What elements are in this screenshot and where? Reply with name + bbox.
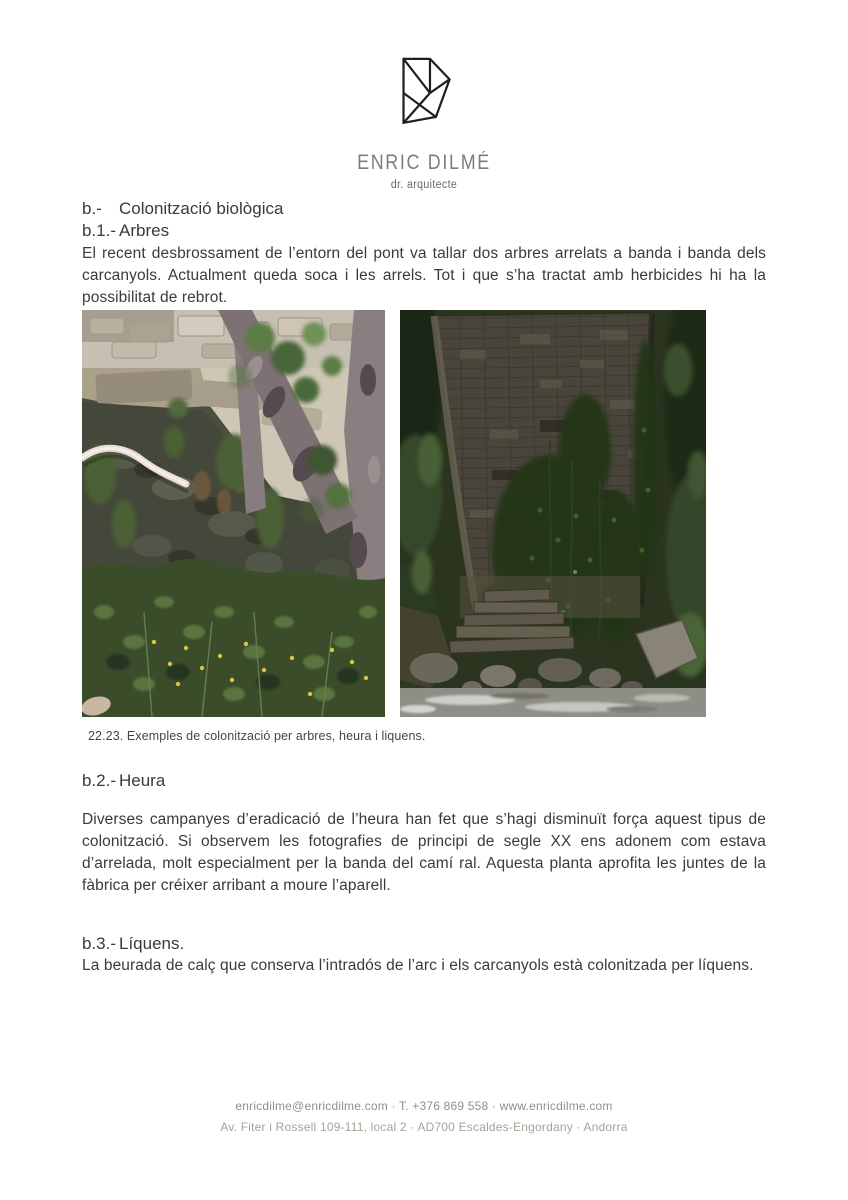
figure-caption: 22.23. Exemples de colonització per arbres, heura i liquens.: [88, 729, 426, 743]
heading-number: b.-: [82, 199, 102, 218]
logo: [395, 52, 453, 133]
heading-number: b.2.-: [82, 771, 117, 790]
heading-number: b.1.-: [82, 221, 117, 240]
heading-title: Heura: [119, 771, 166, 790]
paragraph-arbres: El recent desbrossament de l’entorn del pont va tallar dos arbres arrelats a banda i banda dels carcanyols. Actualment queda soca i les arrels. Tot i que s’ha tractat amb herbicides hi ha la possibilitat de rebrot.: [82, 245, 766, 306]
brand-subtitle: dr. arquitecte: [390, 179, 458, 191]
paragraph-liquens: La beurada de calç que conserva l’intradós de l’arc i els carcanyols està colonitzada per líquens.: [82, 957, 754, 974]
heading-title: Arbres: [119, 221, 170, 240]
heading-heura: [82, 770, 766, 791]
figure-row: [82, 310, 706, 717]
stone-wall-with-tree-trunks-photo: [82, 310, 385, 717]
heading-colonitzacio-biologica: [82, 198, 766, 219]
heading-title: Líquens.: [119, 934, 185, 953]
brand-wordmark: ENRIC DILMÉ: [357, 151, 491, 174]
heading-arbres: [82, 220, 766, 241]
footer-address-line: Av. Fiter i Rossell 109-111, local 2 · AD700 Escaldes-Engordany · Andorra: [220, 1120, 628, 1134]
river-water: [400, 688, 706, 717]
paragraph-heura: Diverses campanyes d’eradicació de l’heura han fet que s’hagi disminuït força aquest tipus de colonització. Si observem les fotografies de principi de segle XX ens adonem com estava d’arrelada, molt especialment per la banda del camí ral. Aquesta planta aprofita les juntes de la fàbrica per créixer arribant a moure l’aparell.: [82, 811, 766, 894]
logo-d-monogram-icon: [395, 52, 453, 128]
heading-liquens: [82, 933, 766, 954]
bridge-abutment-ivy-steps-photo: [400, 310, 706, 717]
heading-number: b.3.-: [82, 934, 117, 953]
heading-title: Colonització biològica: [119, 199, 284, 218]
footer-contact-line: enricdilme@enricdilme.com · T. +376 869 558 · www.enricdilme.com: [235, 1099, 613, 1113]
